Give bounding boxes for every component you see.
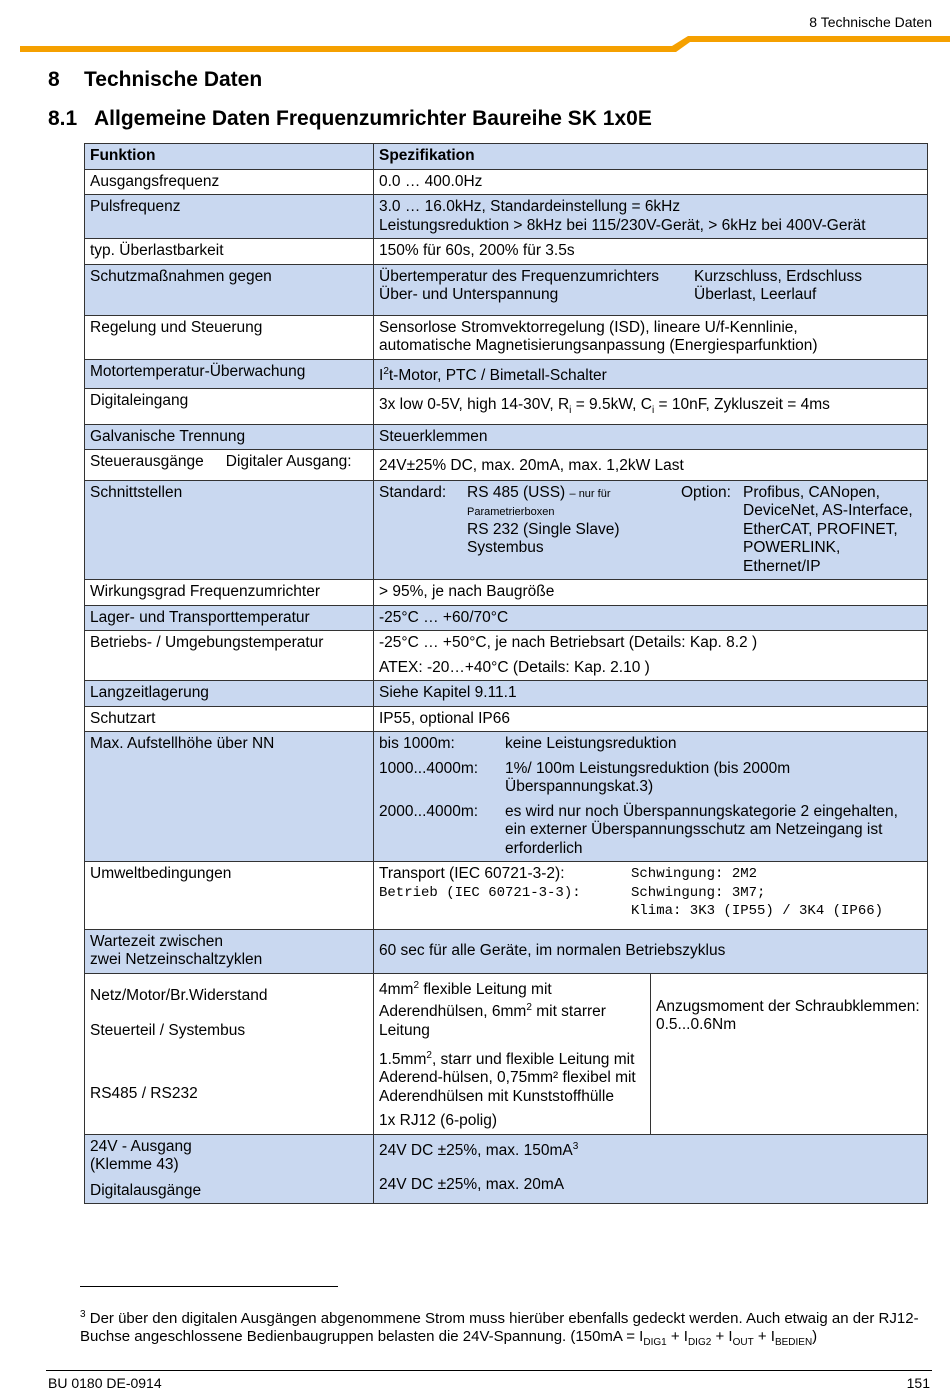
row-value: > 95%, je nach Baugröße [374, 580, 928, 606]
table-row [85, 1134, 928, 1204]
row-label: Schnittstellen [85, 480, 374, 580]
row-value: bis 1000m: keine Leistungsreduktion 1000...4000m: 1%/ 100m Leistungsreduktion (bis 2000m Überspannungskat.3) 2000...4000m: es wird nur noch Überspannungskategorie 2 eingehalten, ein externer Überspannungsschutz am Netzeingang ist erforderlich [374, 732, 928, 862]
page-number: 151 [906, 1375, 930, 1391]
torque-note: Anzugsmoment der Schraubklemmen: 0.5...0.6Nm [651, 973, 928, 1134]
table-row [85, 973, 928, 1134]
row-label: Pulsfrequenz [85, 195, 374, 239]
footnote: $^3$ Der über den digitalen Ausgängen abgenommene Strom muss hierüber ebenfalls gedeckt werden. Auch etwaig an der RJ12-Buchse angeschlossene Bedienbaugruppen belasten die 24V-Spannung. $(150mA = I_{DIG1} + I_{DIG2} + I_{OUT} + I_{BEDIEN})$ [80, 1309, 919, 1348]
table-row [85, 732, 928, 862]
row-value: 3.0 … 16.0kHz, Standardeinstellung = 6kHz Leistungsreduktion > 8kHz bei 115/230V-Gerät, > 6kHz bei 400V-Gerät [374, 195, 928, 239]
row-label: Betriebs- / Umgebungstemperatur [85, 631, 374, 681]
row-value: $4mm^2$ flexible Leitung mit Aderendhülsen, $6mm^2$ mit starrer Leitung $1.5mm^2$, starr und flexible Leitung mit Aderend-hülsen, 0,75mm² flexibel mit Aderendhülsen mit Kunststoffhülle 1x RJ12 (6-polig) [374, 973, 651, 1134]
row-label: Umweltbedingungen [85, 862, 374, 930]
row-label: Schutzmaßnahmen gegen [85, 264, 374, 315]
table-row [85, 239, 928, 265]
table-row [85, 862, 928, 930]
row-value: Steuerklemmen [374, 424, 928, 450]
row-value: $I^2t$-Motor, PTC / Bimetall-Schalter [374, 359, 928, 389]
row-label: Regelung und Steuerung [85, 315, 374, 359]
table-row [85, 389, 928, 425]
table-row [85, 631, 928, 681]
spec-table [84, 143, 928, 1204]
row-value: 3x low 0-5V, high 14-30V, $R_i = 9.5kW$, $C_i = 10nF$, Zykluszeit = 4ms [374, 389, 928, 425]
col-header-spezifikation: Spezifikation [374, 144, 928, 170]
footer-rule [46, 1370, 932, 1371]
table-row [85, 315, 928, 359]
table-row [85, 681, 928, 707]
section-heading: 8.1 Allgemeine Daten Frequenzumrichter Baureihe SK 1x0E [48, 107, 652, 130]
row-value: -25°C … +60/70°C [374, 605, 928, 631]
table-row [85, 605, 928, 631]
row-label: Max. Aufstellhöhe über NN [85, 732, 374, 862]
row-value: -25°C … +50°C, je nach Betriebsart (Details: Kap. 8.2 ) ATEX: -20…+40°C (Details: Kap. 2.10 ) [374, 631, 928, 681]
row-value: 150% für 60s, 200% für 3.5s [374, 239, 928, 265]
row-label: Ausgangsfrequenz [85, 169, 374, 195]
row-value: 60 sec für alle Geräte, im normalen Betriebszyklus [374, 929, 928, 973]
col-header-funktion: Funktion [85, 144, 374, 170]
table-row [85, 264, 928, 315]
row-label: Steuerausgänge Digitaler Ausgang: [85, 450, 374, 481]
row-label: Schutzart [85, 706, 374, 732]
row-label: Wartezeit zwischen zwei Netzeinschaltzyklen [85, 929, 374, 973]
row-label: Langzeitlagerung [85, 681, 374, 707]
table-row [85, 195, 928, 239]
table-row [85, 580, 928, 606]
row-value: Übertemperatur des Frequenzumrichters Über- und Unterspannung Kurzschluss, Erdschluss Überlast, Leerlauf [374, 264, 928, 315]
row-label: Netz/Motor/Br.Widerstand Steuerteil / Systembus RS485 / RS232 [85, 973, 374, 1134]
running-header: 8 Technische Daten [809, 14, 932, 30]
row-value: Transport (IEC 60721-3-2): Schwingung: 2M2 Betrieb (IEC 60721-3-3): Schwingung: 3M7; Klima: 3K3 (IP55) / 3K4 (IP66) [374, 862, 928, 930]
table-header-row [85, 144, 928, 170]
chapter-heading: 8 Technische Daten [48, 68, 263, 91]
row-value: IP55, optional IP66 [374, 706, 928, 732]
table-row [85, 169, 928, 195]
doc-id: BU 0180 DE-0914 [48, 1375, 162, 1391]
row-label: Wirkungsgrad Frequenzumrichter [85, 580, 374, 606]
table-row [85, 424, 928, 450]
row-label: Motortemperatur-Überwachung [85, 359, 374, 389]
row-value: 24V±25% DC, max. 20mA, max. 1,2kW Last [374, 450, 928, 481]
table-row [85, 706, 928, 732]
table-row [85, 359, 928, 389]
row-value: Siehe Kapitel 9.11.1 [374, 681, 928, 707]
header-accent-bar [0, 36, 950, 60]
row-label: typ. Überlastbarkeit [85, 239, 374, 265]
table-row [85, 480, 928, 580]
row-value: 0.0 … 400.0Hz [374, 169, 928, 195]
row-value: Standard: RS 485 (USS) – nur für Parametrierboxen RS 232 (Single Slave) Systembus Option: Profibus, CANopen, DeviceNet, AS-Interface, EtherCAT, PROFINET, POWERLINK, Ethernet/IP [374, 480, 928, 580]
row-value: 24V DC ±25%, max. $150mA^3$ 24V DC ±25%, max. 20mA [374, 1134, 928, 1204]
row-label: Galvanische Trennung [85, 424, 374, 450]
row-label: Lager- und Transporttemperatur [85, 605, 374, 631]
row-label: Digitaleingang [85, 389, 374, 425]
table-row [85, 929, 928, 973]
row-value: Sensorlose Stromvektorregelung (ISD), lineare U/f-Kennlinie, automatische Magnetisierungsanpassung (Energiesparfunktion) [374, 315, 928, 359]
row-label: 24V - Ausgang (Klemme 43) Digitalausgänge [85, 1134, 374, 1204]
footnote-separator [80, 1286, 338, 1287]
table-row [85, 450, 928, 481]
